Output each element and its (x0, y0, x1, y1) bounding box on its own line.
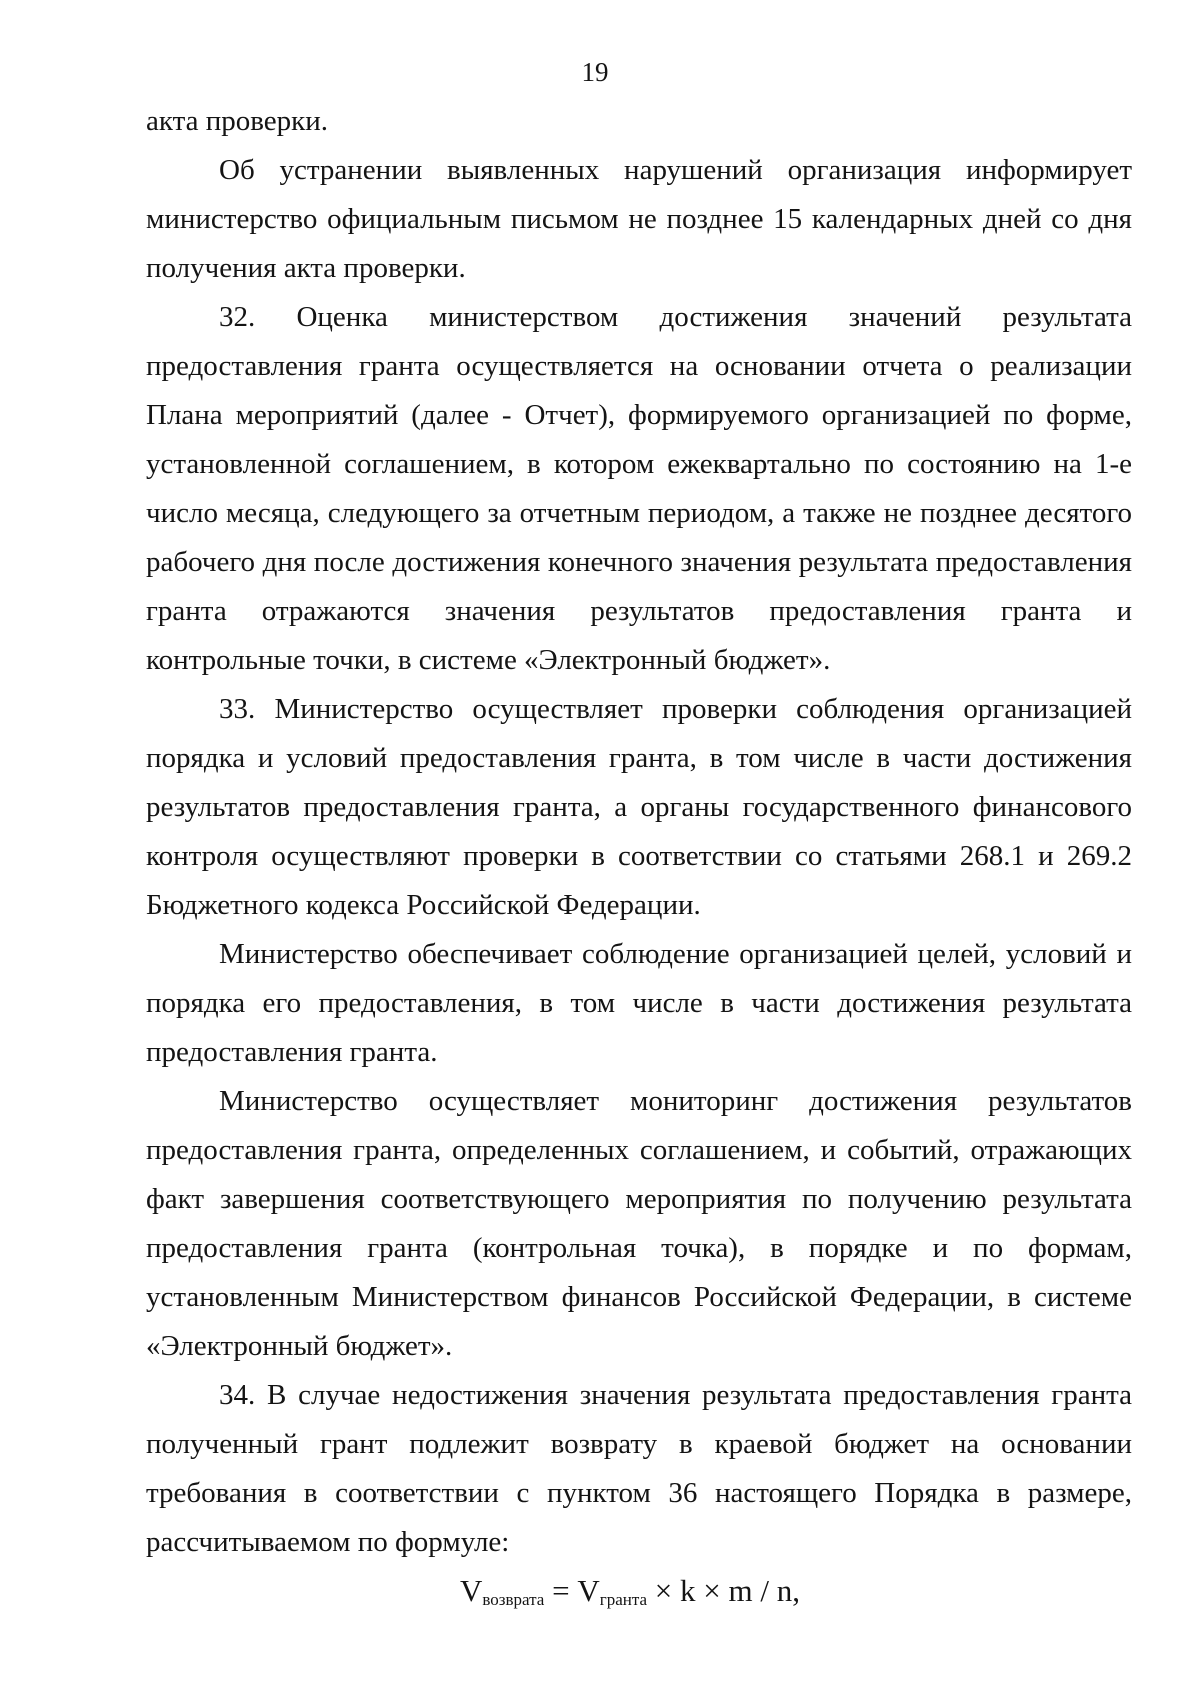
formula-v-grant: V (577, 1573, 600, 1608)
paragraph-continuation: акта проверки. (146, 105, 329, 137)
page-number: 19 (581, 57, 609, 87)
formula-v-return: V (460, 1573, 483, 1608)
formula-sub-return: возврата (482, 1590, 545, 1609)
formula-rest: × k × m / n, (647, 1573, 800, 1608)
paragraph-compliance: Министерство обеспечивает соблюдение организацией целей, условий и порядка его предоставления, в том числе в части достижения результата предоставления гранта. (146, 938, 1132, 1068)
paragraph-32: 32. Оценка министерством достижения значений результата предоставления гранта осуществляется на основании отчета о реализации Плана мероприятий (далее - Отчет), формируемого организацией по форме, установленной соглашением, в котором ежеквартально по состоянию на 1-е число месяца, следующего за отчетным периодом, а также не позднее десятого рабочего дня после достижения конечного значения результата предоставления гранта отражаются значения результатов предоставления гранта и контрольные точки, в системе «Электронный бюджет». (146, 301, 1132, 676)
return-formula (0, 1569, 1200, 1622)
paragraph-violations: Об устранении выявленных нарушений организация информирует министерство официальным письмом не позднее 15 календарных дней со дня получения акта проверки. (146, 154, 1132, 284)
document-body (146, 97, 1132, 1567)
paragraph-monitoring: Министерство осуществляет мониторинг достижения результатов предоставления гранта, определенных соглашением, и событий, отражающих факт завершения соответствующего мероприятия по получению результата предоставления гранта (контрольная точка), в порядке и по формам, установленным Министерством финансов Российской Федерации, в системе «Электронный бюджет». (146, 1085, 1132, 1362)
formula-sub-grant: гранта (599, 1590, 648, 1609)
paragraph-34: 34. В случае недостижения значения результата предоставления гранта полученный грант подлежит возврату в краевой бюджет на основании требования в соответствии с пунктом 36 настоящего Порядка в размере, рассчитываемом по формуле: (146, 1379, 1132, 1558)
paragraph-33: 33. Министерство осуществляет проверки соблюдения организацией порядка и условий предоставления гранта, в том числе в части достижения результатов предоставления гранта, а органы государственного финансового контроля осуществляют проверки в соответствии со статьями 268.1 и 269.2 Бюджетного кодекса Российской Федерации. (146, 693, 1132, 921)
formula-equals: = (544, 1573, 578, 1608)
